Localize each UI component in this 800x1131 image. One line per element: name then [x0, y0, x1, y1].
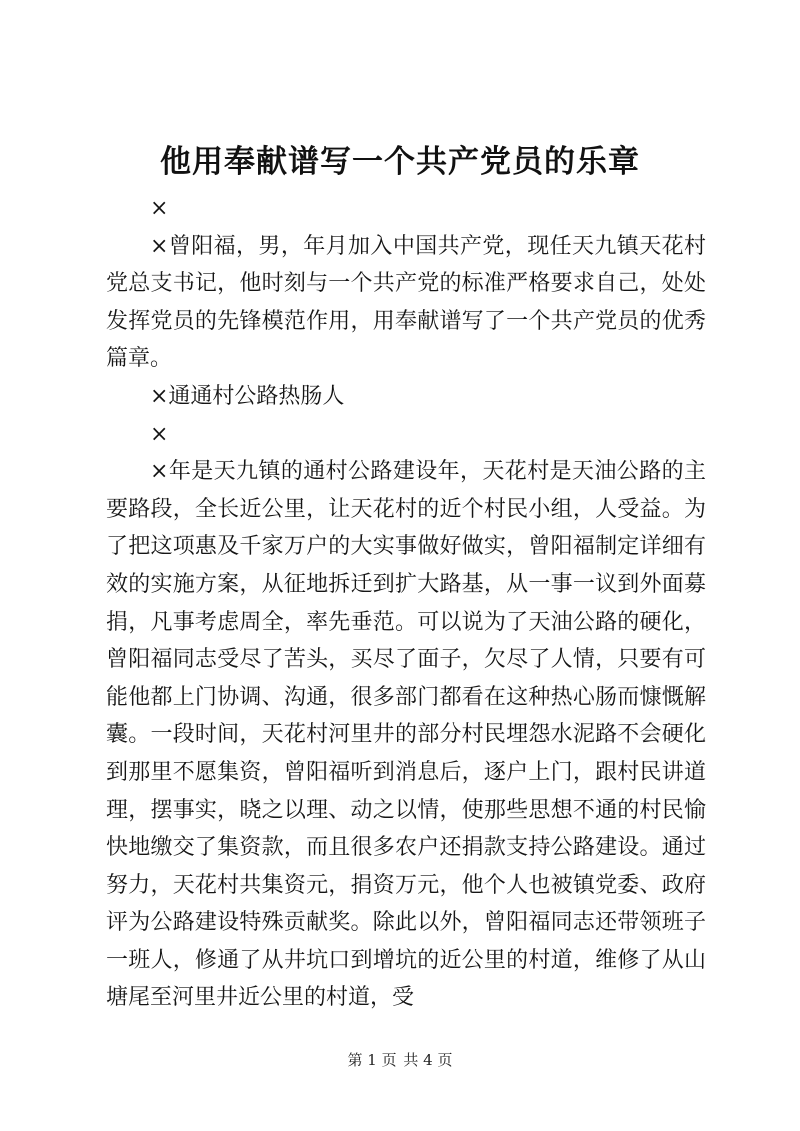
paragraph: × — [150, 421, 169, 447]
page-number: 第 1 页 — [347, 1051, 397, 1069]
page-total: 共 4 页 — [403, 1051, 453, 1069]
document-title: 他用奉献谱写一个共产党员的乐章 — [160, 144, 640, 180]
paragraph: ×通通村公路热肠人 — [150, 383, 345, 409]
paragraph: ×年是天九镇的通村公路建设年，天花村是天油公路的主要路段，全长近公里，让天花村的近个村民小组，人受益。为了把这项惠及千家万户的大实事做好做实，曾阳福制定详细有效的实施方案，从征地拆迁到扩大路基，从一事一议到外面募捐，凡事考虑周全，率先垂范。可以说为了天油公路的硬化，曾阳福同志受尽了苦头，买尽了面子，欠尽了人情，只要有可能他都上门协调、沟通，很多部门都看在这种热心肠而慷慨解囊。一段时间，天花村河里井的部分村民埋怨水泥路不会硬化到那里不愿集资，曾阳福听到消息后，逐户上门，跟村民讲道理，摆事实，晓之以理、动之以情，使那些思想不通的村民愉快地缴交了集资款，而且很多农户还捐款支持公路建设。通过努力，天花村共集资元，捐资万元，他个人也被镇党委、政府评为公路建设特殊贡献奖。除此以外，曾阳福同志还带领班子一班人，修通了从井坑口到增坑的近公里的村道，维修了从山塘尾至河里井近公里的村道，受 — [106, 459, 706, 1011]
paragraph: ×曾阳福，男，年月加入中国共产党，现任天九镇天花村党总支书记，他时刻与一个共产党的标准严格要求自己，处处发挥党员的先锋模范作用，用奉献谱写了一个共产党员的优秀篇章。 — [106, 233, 706, 372]
paragraph: × — [150, 196, 169, 221]
document-body — [106, 190, 706, 1017]
page-footer — [0, 1050, 800, 1070]
